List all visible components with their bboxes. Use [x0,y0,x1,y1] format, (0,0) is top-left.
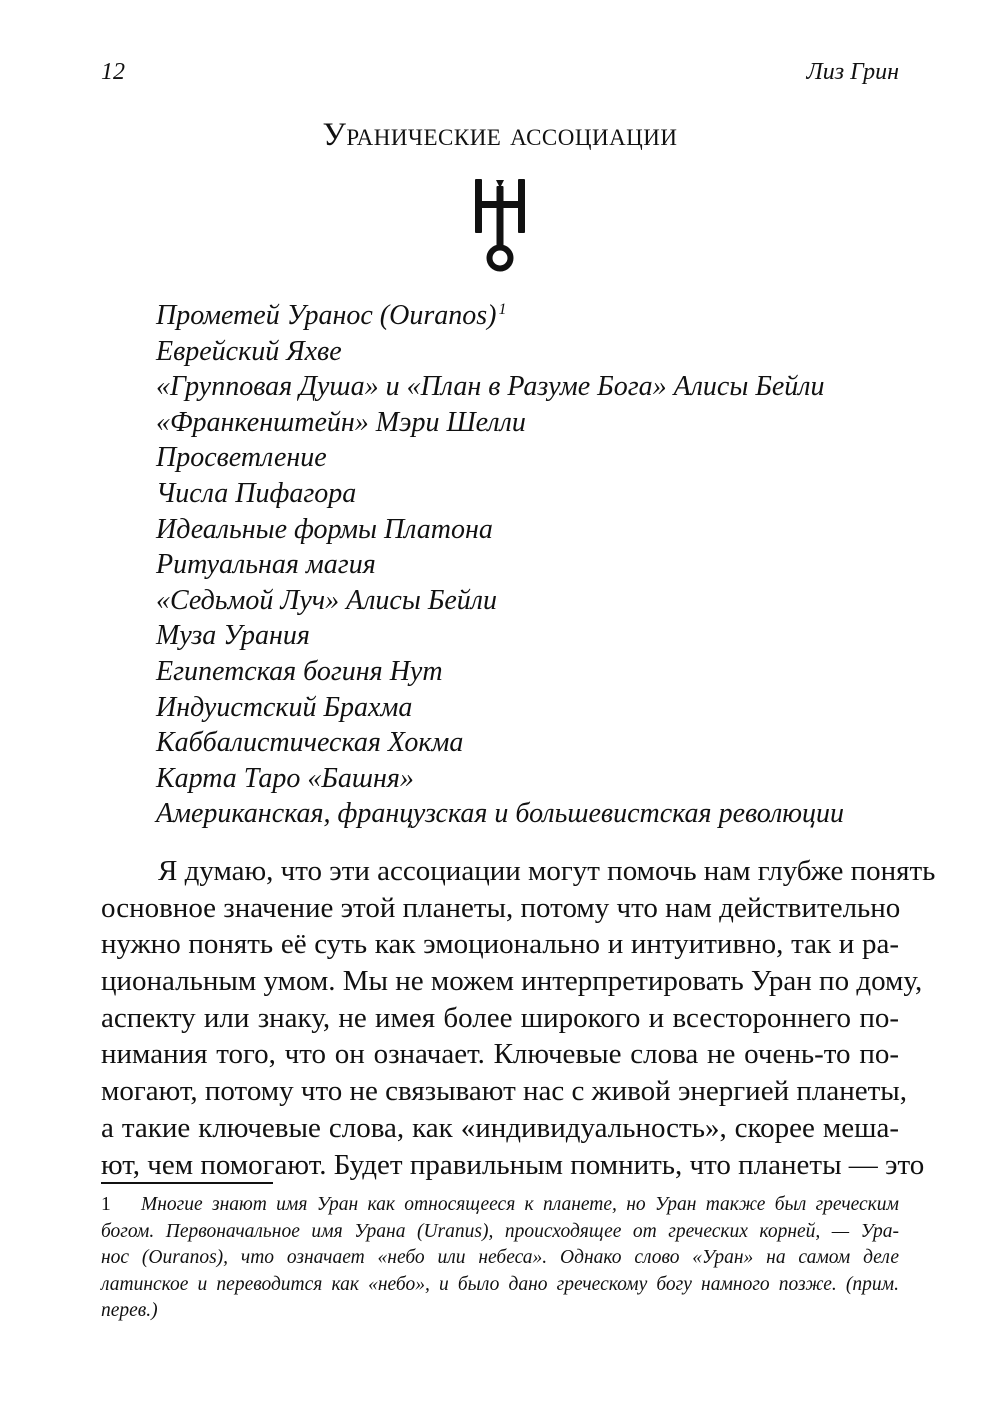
list-item: Американская, французская и большевистская революции [156,798,845,830]
associations-list [156,298,844,832]
running-header-author: Лиз Грин [806,59,899,85]
paragraph-line: Я думаю, что эти ассоциации могут помочь нам глубже понять [158,855,936,887]
footnote-divider [101,1182,273,1184]
list-item: Еврейский Яхве [156,335,342,367]
list-item: «Групповая Душа» и «План в Разуме Бога» Алисы Бейли [156,371,825,403]
paragraph-line: могают, потому что не связывают нас с живой энергией планеты, [101,1075,907,1108]
paragraph-line: аспекту или знаку, не имея более широкого и всестороннего по- [101,1001,899,1034]
footnote-line: перев.) [101,1300,158,1322]
list-item: Идеальные формы Платона [156,513,493,545]
paragraph-line: нимания того, что он означает. Ключевые слова не очень-то по- [101,1038,899,1071]
footnote-line: нос (Ouranos), что означает «небо или небеса». Однако слово «Уран» на самом деле [101,1247,899,1269]
footnote-number: 1 [101,1194,111,1215]
paragraph-line: основное значение этой планеты, потому что нам действительно [101,891,901,924]
list-item: Каббалистическая Хокма [156,727,464,759]
list-item: «Франкенштейн» Мэри Шелли [156,406,526,438]
list-item: Просветление [156,442,327,474]
chapter-title: Уранические ассоциации [322,117,678,153]
paragraph-line: ют, чем помогают. Будет правильным помнить, что планеты — это [101,1148,925,1181]
list-item: Прометей Уранос (Ouranos) $^1$ [156,300,507,331]
list-item: Карта Таро «Башня» [156,762,414,794]
paragraph-line: а такие ключевые слова, как «индивидуальность», скорее меша- [101,1111,899,1144]
footnote-line: латинское и переводится как «небо», и было дано греческому богу намного позже. (прим. [101,1273,899,1295]
list-item: Египетская богиня Нут [156,655,443,687]
footnote [101,1192,899,1325]
page-number: 12 [101,59,125,85]
body-paragraph [101,853,936,1183]
list-item: «Седьмой Луч» Алисы Бейли [156,584,497,616]
paragraph-line: циональным умом. Мы не можем интерпретировать Уран по дому, [101,965,923,998]
list-item: Муза Урания [156,620,310,652]
list-item: Числа Пифагора [156,477,357,509]
paragraph-line: нужно понять её суть как эмоционально и интуитивно, так и ра- [101,928,899,961]
uranus-symbol-icon [470,176,530,276]
list-item: Ритуальная магия [156,549,376,581]
list-item: Индуистский Брахма [156,691,413,723]
footnote-line: богом. Первоначальное имя Урана (Uranus), происходящее от греческих корней, — Ура- [101,1220,899,1242]
footnote-reference[interactable]: 1 [498,300,507,318]
footnote-line: 1 Многие знают имя Уран как относящееся к планете, но Уран также был греческим [101,1192,899,1219]
